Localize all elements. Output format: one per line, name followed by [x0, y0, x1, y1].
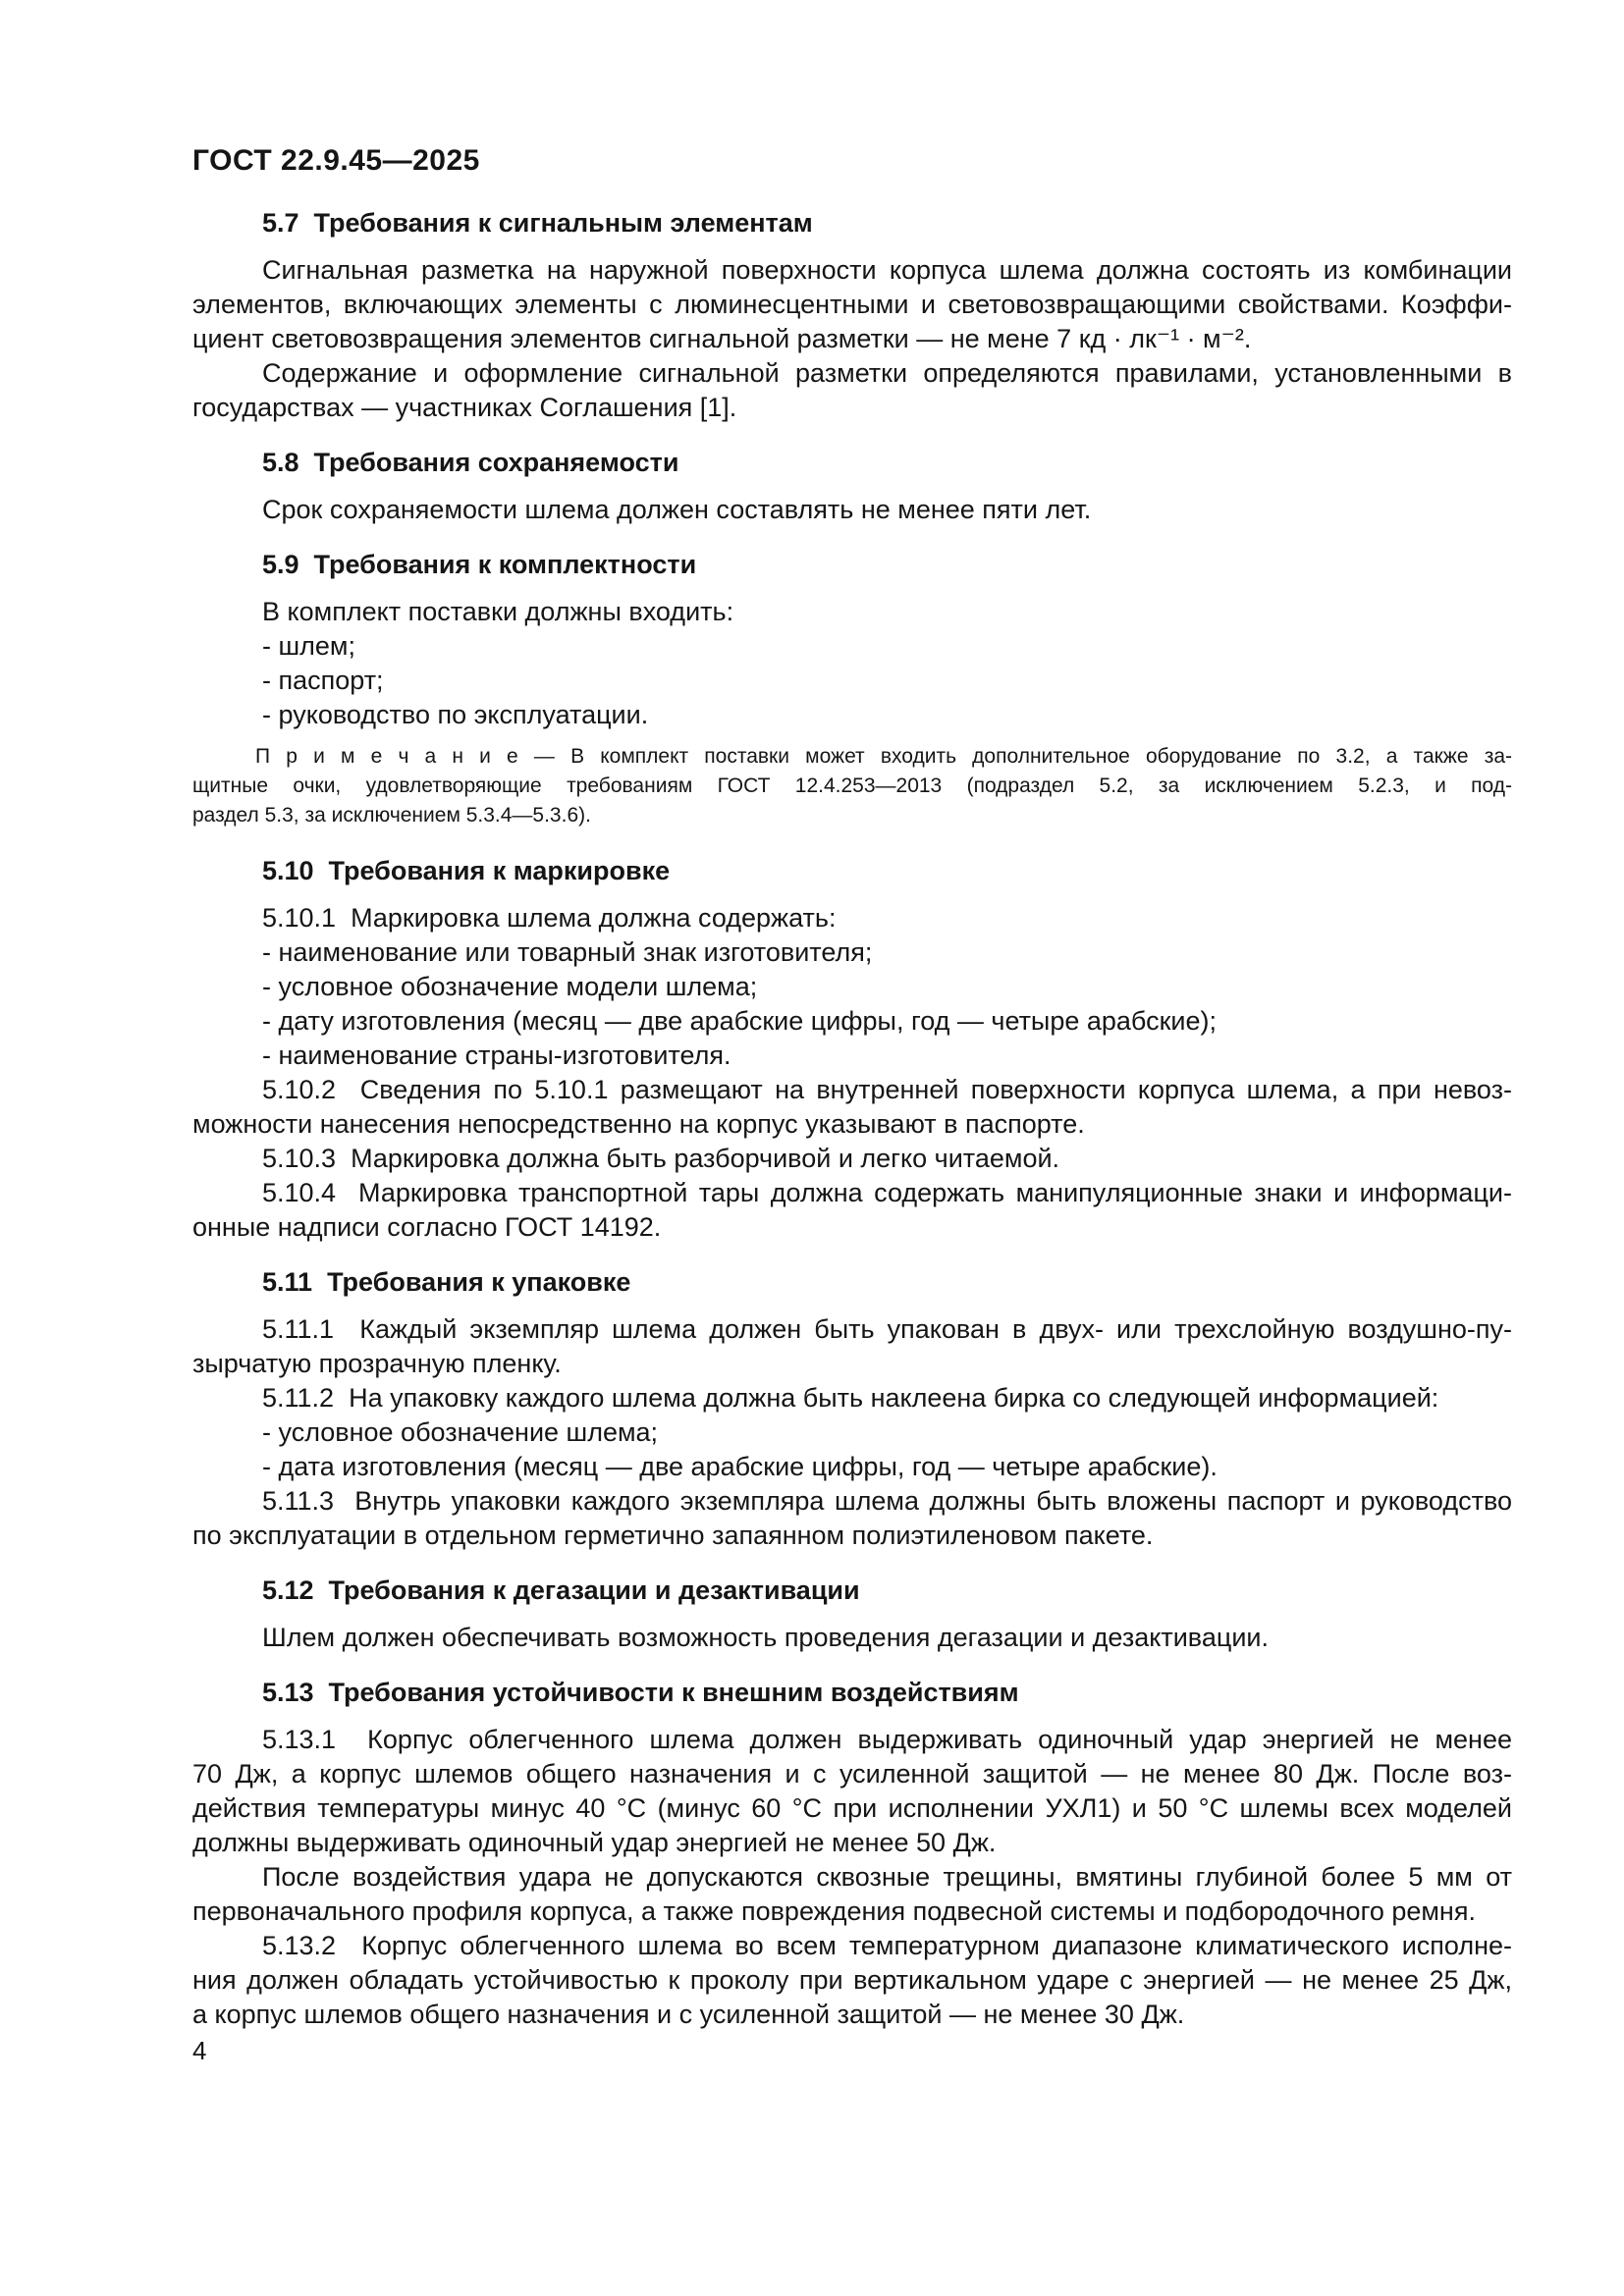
list-item: - условное обозначение шлема;	[262, 1417, 659, 1447]
paragraph-line: а корпус шлемов общего назначения и с усиленной защитой — не менее 30 Дж.	[192, 2000, 1185, 2029]
section-heading: 5.9 Требования к комплектности	[262, 550, 697, 579]
note-line: П р и м е ч а н и е — В комплект поставки может входить дополнительное оборудование по 3.2, а также за-	[255, 745, 1512, 768]
section-heading: 5.12 Требования к дегазации и дезактивации	[262, 1575, 860, 1605]
section-heading: 5.8 Требования сохраняемости	[262, 448, 679, 477]
paragraph	[192, 493, 1512, 527]
list	[192, 1415, 1512, 1484]
paragraph-line: можности нанесения непосредственно на корпус указывают в паспорте.	[192, 1109, 1085, 1139]
paragraph-line: 5.11.3 Внутрь упаковки каждого экземпляра шлема должны быть вложены паспорт и руководство	[262, 1486, 1512, 1516]
paragraph	[192, 1860, 1512, 1929]
paragraph	[192, 595, 1512, 629]
paragraph	[192, 1723, 1512, 1860]
note	[192, 742, 1512, 830]
paragraph-line: 5.13.2 Корпус облегченного шлема во всем температурном диапазоне климатического исполне-	[262, 1931, 1512, 1960]
paragraph	[192, 1073, 1512, 1142]
page-number: 4	[192, 2036, 207, 2065]
paragraph-line: После воздействия удара не допускаются сквозные трещины, вмятины глубиной более 5 мм от	[262, 1862, 1512, 1892]
paragraph-line: 5.11.2 На упаковку каждого шлема должна быть наклеена бирка со следующей информацией:	[262, 1383, 1439, 1413]
list-item: - дату изготовления (месяц — две арабские цифры, год — четыре арабские);	[262, 1006, 1217, 1036]
list-item: - руководство по эксплуатации.	[262, 700, 649, 729]
list	[192, 629, 1512, 732]
list-item: - паспорт;	[262, 666, 384, 695]
paragraph-line: ния должен обладать устойчивостью к проколу при вертикальном ударе с энергией — не менее 25 Дж,	[192, 1965, 1512, 1995]
paragraph-line: Сигнальная разметка на наружной поверхности корпуса шлема должна состоять из комбинации	[262, 255, 1512, 285]
paragraph	[192, 1621, 1512, 1655]
paragraph-line: первоначального профиля корпуса, а также повреждения подвесной системы и подбородочного ремня.	[192, 1896, 1476, 1926]
paragraph	[192, 1176, 1512, 1245]
section-heading: 5.11 Требования к упаковке	[262, 1267, 631, 1297]
note-line: раздел 5.3, за исключением 5.3.4—5.3.6).	[192, 804, 591, 827]
paragraph-line: Срок сохраняемости шлема должен составлять не менее пяти лет.	[262, 495, 1092, 524]
paragraph-line: должны выдерживать одиночный удар энергией не менее 50 Дж.	[192, 1828, 997, 1857]
paragraph	[192, 1381, 1512, 1415]
paragraph-line: циент световозвращения элементов сигнальной разметки — не мене 7 кд · лк⁻¹ · м⁻².	[192, 324, 1252, 353]
running-header: ГОСТ 22.9.45—2025	[192, 144, 480, 177]
paragraph-line: по эксплуатации в отдельном герметично запаянном полиэтиленовом пакете.	[192, 1521, 1154, 1550]
document-body	[192, 206, 1512, 2032]
paragraph-line: 5.10.3 Маркировка должна быть разборчивой и легко читаемой.	[262, 1144, 1060, 1173]
section-heading: 5.10 Требования к маркировке	[262, 856, 671, 885]
paragraph	[192, 356, 1512, 425]
paragraph-line: действия температуры минус 40 °С (минус 60 °С при исполнении УХЛ1) и 50 °С шлемы всех моделей	[192, 1793, 1512, 1823]
paragraph	[192, 901, 1512, 935]
paragraph-line: онные надписи согласно ГОСТ 14192.	[192, 1212, 662, 1242]
list	[192, 935, 1512, 1073]
note-line: щитные очки, удовлетворяющие требованиям ГОСТ 12.4.253—2013 (подраздел 5.2, за исключением 5.2.3, и под-	[192, 774, 1512, 797]
paragraph-line: 5.10.1 Маркировка шлема должна содержать:	[262, 903, 837, 933]
paragraph	[192, 1929, 1512, 2032]
paragraph	[192, 1142, 1512, 1176]
paragraph-line: Шлем должен обеспечивать возможность проведения дегазации и дезактивации.	[262, 1623, 1269, 1652]
paragraph-line: государствах — участниках Соглашения [1].	[192, 393, 737, 422]
list-item: - наименование страны-изготовителя.	[262, 1041, 731, 1070]
section-heading: 5.13 Требования устойчивости к внешним воздействиям	[262, 1678, 1019, 1707]
list-item: - дата изготовления (месяц — две арабские цифры, год — четыре арабские).	[262, 1452, 1218, 1481]
paragraph	[192, 1484, 1512, 1553]
paragraph-line: зырчатую прозрачную пленку.	[192, 1349, 562, 1378]
paragraph-line: 5.10.2 Сведения по 5.10.1 размещают на внутренней поверхности корпуса шлема, а при невоз-	[262, 1075, 1512, 1104]
paragraph-line: 5.11.1 Каждый экземпляр шлема должен быть упакован в двух- или трехслойную воздушно-пу-	[262, 1314, 1512, 1344]
section-heading: 5.7 Требования к сигнальным элементам	[262, 208, 813, 238]
list-item: - наименование или товарный знак изготовителя;	[262, 937, 873, 967]
paragraph-line: В комплект поставки должны входить:	[262, 597, 734, 626]
paragraph-line: Содержание и оформление сигнальной разметки определяются правилами, установленными в	[262, 358, 1512, 388]
paragraph	[192, 1312, 1512, 1381]
paragraph-line: элементов, включающих элементы с люминесцентными и световозвращающими свойствами. Коэффи-	[192, 290, 1512, 319]
paragraph-line: 5.13.1 Корпус облегченного шлема должен выдерживать одиночный удар энергией не менее	[262, 1725, 1512, 1754]
paragraph	[192, 253, 1512, 356]
list-item: - шлем;	[262, 631, 355, 661]
paragraph-line: 5.10.4 Маркировка транспортной тары должна содержать манипуляционные знаки и информаци-	[262, 1178, 1512, 1207]
list-item: - условное обозначение модели шлема;	[262, 972, 758, 1001]
paragraph-line: 70 Дж, а корпус шлемов общего назначения и с усиленной защитой — не менее 80 Дж. После воз-	[192, 1759, 1512, 1789]
